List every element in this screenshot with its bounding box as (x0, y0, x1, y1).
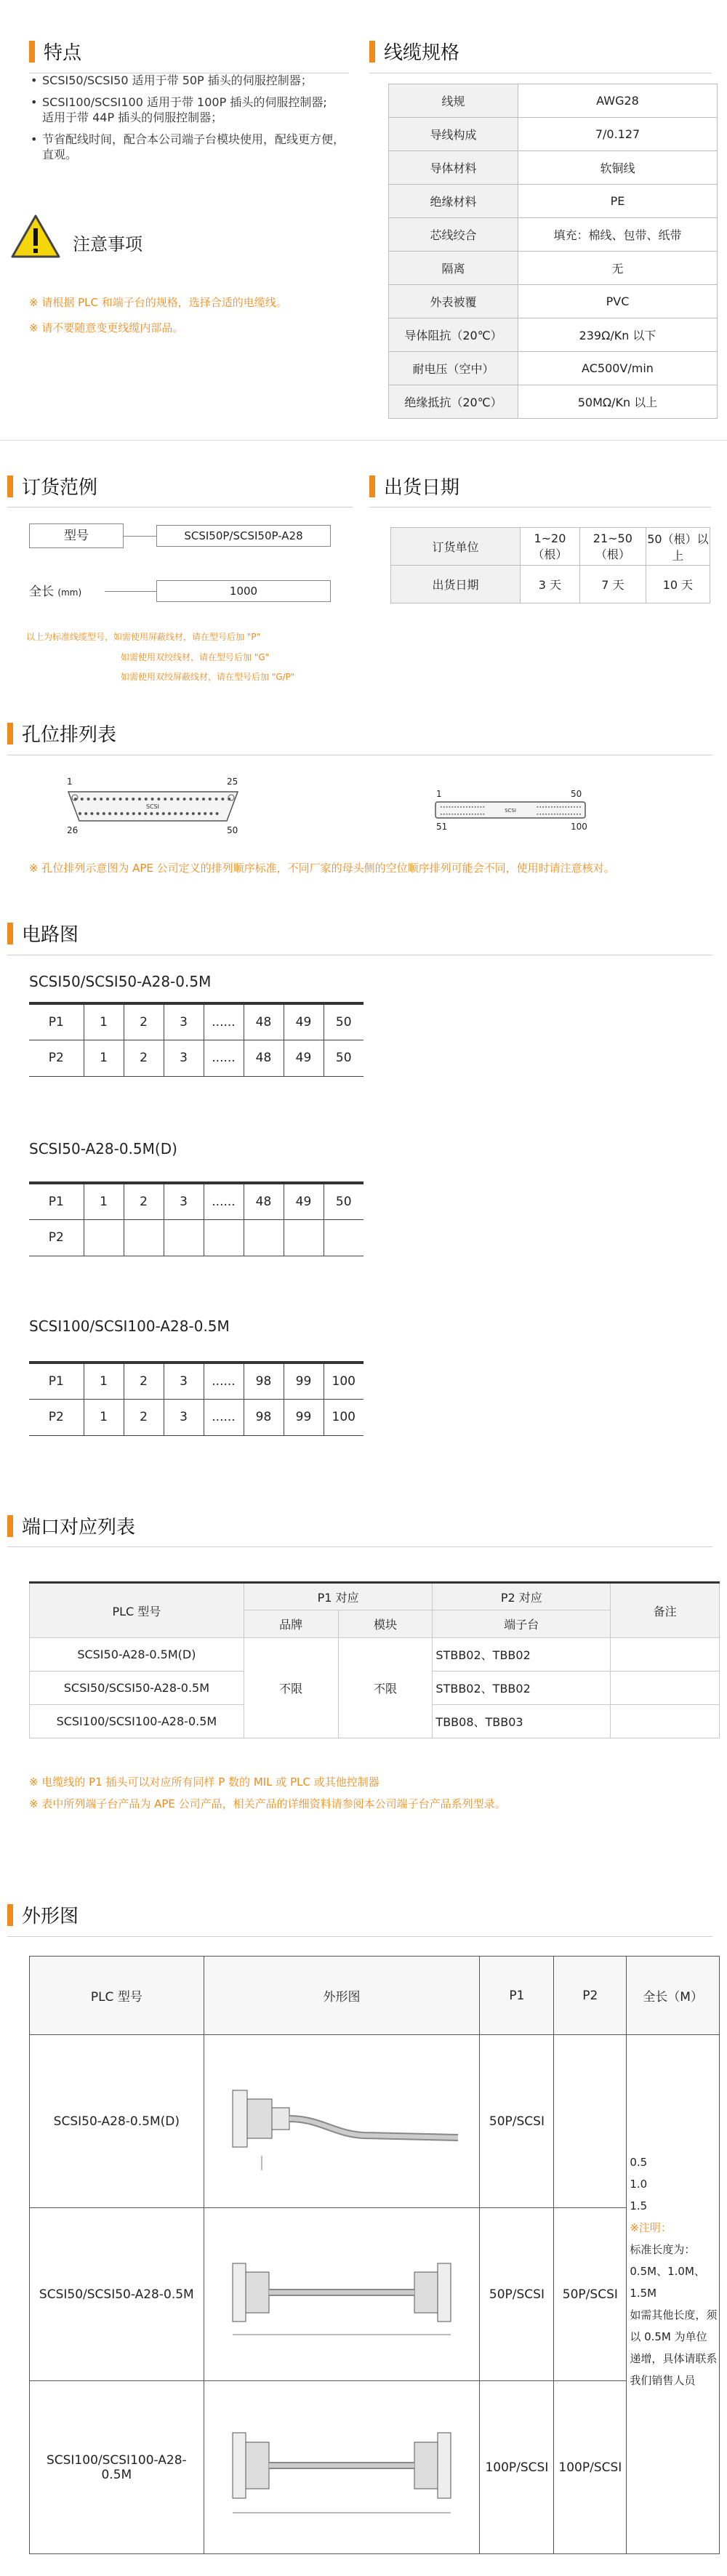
pin-hole (554, 806, 555, 808)
pin-hole (577, 806, 578, 808)
circuit-cell: 2 (124, 1003, 164, 1040)
pin-hole (563, 806, 564, 808)
pin-hole (446, 814, 448, 815)
port-terminal: STBB02、TBB02 (433, 1638, 611, 1672)
pin-hole (571, 814, 572, 815)
pin-hole (475, 814, 476, 815)
circuit-cell: P1 (29, 1183, 84, 1219)
circuit-cell: 1 (84, 1040, 124, 1076)
pin-hole (483, 814, 485, 815)
spec-value: PE (518, 185, 718, 218)
pin-hole (162, 812, 165, 815)
length-label: 全长 (mm) (29, 585, 82, 599)
shape-p1: 50P/SCSI (480, 2208, 554, 2381)
cable-double-drawing (218, 2220, 465, 2365)
pin-hole (90, 812, 93, 815)
circuit-cell: P1 (29, 1003, 84, 1040)
pin-hole (170, 798, 173, 801)
circuit-table (29, 1181, 364, 1256)
pin-hole (204, 812, 206, 815)
shape-plc: SCSI50-A28-0.5M(D) (30, 2035, 204, 2208)
pin-hole (144, 812, 147, 815)
pin-hole (441, 814, 442, 815)
spec-label: 芯线绞合 (389, 218, 518, 252)
shape-p1: 50P/SCSI (480, 2035, 554, 2208)
pin-hole (189, 798, 192, 801)
pin-hole (545, 814, 547, 815)
port-table: PLC 型号 P1 对应 P2 对应 备注 品牌 模块 端子台 SCSI50-A28-0.5M(D) 不限 不限 STBB02、TBB02 SCSI50/SCSI50-A28-0.5M STBB02、TBB02 SCSI100/SCSI100-A28-0.5M TBB08、TBB03 (29, 1581, 720, 1738)
spec-value: 50MΩ/Kn 以上 (518, 385, 718, 419)
connector-50p-diagram (64, 789, 242, 824)
spec-row (389, 218, 718, 252)
pin-hole (472, 814, 473, 815)
pin-hole (571, 806, 572, 808)
circuit-cell: 3 (164, 1040, 204, 1076)
spec-value: 7/0.127 (518, 118, 718, 151)
pin-hole (151, 798, 154, 801)
spec-label: 导体阻抗（20℃） (389, 318, 518, 352)
spec-label: 隔离 (389, 252, 518, 285)
section-marker (7, 923, 13, 944)
pin-hole (449, 814, 451, 815)
warning-icon (10, 214, 61, 259)
pin-hole (164, 798, 166, 801)
shape-table: PLC 型号 外形图 P1 P2 全长（M） SCSI50-A28-0.5M(D) 50P/SCSI 0.5 1.0 1.5 ※注明： 标准长度为：0.5M、1.0M、1.5M 如需其他长度，须以 0.5M 为单位递增，具体请联系我们销售人员 SCSI50/SCSI50-A28-0.5M 50P/SCSI 50P/SCSI SCSI100/SCSI100-A28-0.5M 100P/SCSI 100P/SCSI (29, 1956, 720, 2554)
notice-line: ※ 请根据 PLC 和端子台的规格，选择合适的电缆线。 (29, 296, 287, 309)
circuit-cell (164, 1219, 204, 1256)
pin-hole (441, 806, 442, 808)
spec-label: 绝缘材料 (389, 185, 518, 218)
spec-row (389, 84, 718, 118)
port-note: ※ 电缆线的 P1 插头可以对应所有同样 P 数的 MIL 或 PLC 或其他控制器 (29, 1775, 379, 1789)
pin-hole (74, 798, 77, 801)
pin-hole (463, 814, 465, 815)
port-terminal: STBB02、TBB02 (433, 1672, 611, 1705)
spec-row (389, 352, 718, 385)
pin-hole (548, 814, 550, 815)
pin-hole (537, 806, 539, 808)
pin-hole (540, 806, 542, 808)
circuit-cell (324, 1219, 364, 1256)
pin-hole (557, 806, 558, 808)
circuit-cell: P1 (29, 1363, 84, 1399)
spec-table (388, 84, 718, 419)
shape-p1: 100P/SCSI (480, 2381, 554, 2554)
pin-hole (551, 814, 553, 815)
spec-label: 导体材料 (389, 151, 518, 185)
circuit-cell: 2 (124, 1363, 164, 1399)
circuit-row (29, 1003, 364, 1040)
spec-value: 软铜线 (518, 151, 718, 185)
circuit-cell (124, 1219, 164, 1256)
pin-hole (156, 812, 159, 815)
circuit-row (29, 1183, 364, 1219)
section-marker (7, 1515, 13, 1537)
pin-hole (579, 814, 581, 815)
pin-hole (228, 798, 230, 801)
section-marker (7, 476, 13, 497)
circuit-cell: 98 (244, 1399, 284, 1435)
pin-hole (574, 814, 575, 815)
circuit-cell: 50 (324, 1183, 364, 1219)
pin-hole (579, 806, 581, 808)
circuit-cell: 3 (164, 1363, 204, 1399)
shape-drawing (204, 2035, 480, 2208)
pin-hole (551, 806, 553, 808)
section-marker (29, 41, 35, 63)
pin-hole (216, 812, 219, 815)
pin-hole (545, 806, 547, 808)
pin-hole (574, 806, 575, 808)
pin-hole (192, 812, 195, 815)
pin-hole (457, 814, 459, 815)
pin-hole (209, 812, 212, 815)
shape-plc: SCSI50/SCSI50-A28-0.5M (30, 2208, 204, 2381)
connector-label: SCSI (505, 808, 516, 814)
pin-hole (463, 806, 465, 808)
pin-hole (475, 806, 476, 808)
pin-hole (455, 814, 457, 815)
pin-hole (472, 806, 473, 808)
model-label: 型号 (29, 523, 124, 548)
pin-hole (186, 812, 189, 815)
pin-hole (446, 806, 448, 808)
spec-label: 导线构成 (389, 118, 518, 151)
pin-hole (113, 798, 116, 801)
port-plc: SCSI100/SCSI100-A28-0.5M (30, 1705, 244, 1738)
spec-row (389, 385, 718, 419)
section-marker (369, 476, 375, 497)
spec-row (389, 285, 718, 318)
circuit-cell: 50 (324, 1003, 364, 1040)
circuit-cell: ...... (204, 1399, 244, 1435)
section-marker (369, 41, 375, 63)
spec-value: 填充：棉线、包带、纸带 (518, 218, 718, 252)
pin-hole (215, 798, 218, 801)
circuit-title: 电路图 (7, 920, 79, 947)
pin-hole (542, 806, 544, 808)
pin-hole (84, 812, 87, 815)
pin-hole (569, 814, 570, 815)
spec-value: 239Ω/Kn 以下 (518, 318, 718, 352)
pin-hole (79, 812, 81, 815)
pin-hole (180, 812, 182, 815)
pin-hole (557, 814, 558, 815)
pin-hole (196, 798, 198, 801)
circuit-cell: 99 (284, 1363, 324, 1399)
pin-hole (81, 798, 84, 801)
spec-value: 无 (518, 252, 718, 285)
pin-hole (119, 798, 122, 801)
pin-hole (168, 812, 171, 815)
pin-hole (443, 814, 445, 815)
spec-label: 绝缘抵抗（20℃） (389, 385, 518, 419)
cable-100p-drawing (218, 2393, 465, 2538)
circuit-cell (84, 1219, 124, 1256)
pin-hole (452, 806, 454, 808)
spec-value: PVC (518, 285, 718, 318)
pin-hole (548, 806, 550, 808)
port-plc: SCSI50-A28-0.5M(D) (30, 1638, 244, 1672)
features-list (29, 73, 353, 169)
pin-hole (114, 812, 117, 815)
shape-drawing (204, 2208, 480, 2381)
circuit-name: SCSI50/SCSI50-A28-0.5M (29, 973, 212, 990)
circuit-cell: 2 (124, 1183, 164, 1219)
spec-value: AC500V/min (518, 352, 718, 385)
pin-hole (198, 812, 201, 815)
circuit-cell (284, 1219, 324, 1256)
circuit-cell: 49 (284, 1003, 324, 1040)
pin-hole (449, 806, 451, 808)
shape-title: 外形图 (7, 1901, 79, 1928)
feature-item: • SCSI50/SCSI50 适用于带 50P 插头的伺服控制器； (29, 73, 353, 88)
order-note: 如需使用双绞线材，请在型号后加 "G" (121, 652, 270, 662)
pin-hole (554, 814, 555, 815)
circuit-table (29, 1361, 364, 1436)
circuit-cell: P2 (29, 1219, 84, 1256)
pin-hole (138, 812, 141, 815)
port-module: 不限 (338, 1638, 433, 1738)
length-value: 1000 (156, 580, 331, 602)
circuit-cell: P2 (29, 1040, 84, 1076)
spec-row (389, 185, 718, 218)
pin-hole (87, 798, 90, 801)
circuit-table (29, 1002, 364, 1077)
pin-hole (563, 814, 564, 815)
spec-row (389, 252, 718, 285)
pin-hole (157, 798, 160, 801)
circuit-cell: 100 (324, 1399, 364, 1435)
circuit-row (29, 1219, 364, 1256)
pin-hole (469, 806, 470, 808)
pin-hole (177, 798, 180, 801)
spec-value: AWG28 (518, 84, 718, 118)
pin-hole (460, 806, 462, 808)
features-title: 特点 (29, 38, 81, 65)
pin-hole (97, 812, 100, 815)
pin-hole (537, 814, 539, 815)
pin-hole (125, 798, 128, 801)
pin-hole (560, 806, 561, 808)
spec-title: 线缆规格 (369, 38, 459, 65)
pin-hole (174, 812, 177, 815)
shape-p2: 100P/SCSI (554, 2381, 627, 2554)
shape-plc: SCSI100/SCSI100-A28-0.5M (30, 2381, 204, 2554)
circuit-cell: 1 (84, 1399, 124, 1435)
spec-row (389, 118, 718, 151)
notice-title: 注意事项 (73, 234, 142, 254)
circuit-cell: ...... (204, 1040, 244, 1076)
pin-hole (478, 814, 479, 815)
circuit-cell: 3 (164, 1003, 204, 1040)
delivery-table: 订货单位 1~20（根） 21~50（根） 50（根）以上 出货日期 3 天 7 天 10 天 (390, 527, 710, 603)
pin-hole (478, 806, 479, 808)
section-marker (7, 1904, 13, 1926)
circuit-cell: 99 (284, 1399, 324, 1435)
model-value: SCSI50P/SCSI50P-A28 (156, 525, 331, 547)
circuit-cell (204, 1219, 244, 1256)
circuit-cell: 49 (284, 1183, 324, 1219)
pin-hole (106, 798, 109, 801)
pin-hole (100, 798, 103, 801)
pin-hole (466, 814, 467, 815)
circuit-row (29, 1363, 364, 1399)
order-note: 如需使用双绞屏蔽线材，请在型号后加 "G/P" (121, 672, 295, 682)
circuit-cell: 48 (244, 1003, 284, 1040)
circuit-cell: 100 (324, 1363, 364, 1399)
pin-hole (209, 798, 212, 801)
pin-hole (126, 812, 129, 815)
pin-hole (202, 798, 205, 801)
shape-p2: 50P/SCSI (554, 2208, 627, 2381)
pin-hole (460, 814, 462, 815)
pin-hole (138, 798, 141, 801)
pin-hole (455, 806, 457, 808)
pin-hole (560, 814, 561, 815)
pin-hole (132, 798, 134, 801)
pin-hole (566, 814, 567, 815)
pin-hole (566, 806, 567, 808)
circuit-cell (244, 1219, 284, 1256)
circuit-row (29, 1399, 364, 1435)
pins-note: ※ 孔位排列示意图为 APE 公司定义的排列顺序标准，不同厂家的母头侧的空位顺序排列可能会不同，使用时请注意核对。 (29, 862, 615, 875)
circuit-cell: 1 (84, 1183, 124, 1219)
shape-drawing (204, 2381, 480, 2554)
circuit-cell: 3 (164, 1399, 204, 1435)
pin-hole (481, 814, 482, 815)
pin-hole (481, 806, 482, 808)
shape-length-cell: 0.5 1.0 1.5 ※注明： 标准长度为：0.5M、1.0M、1.5M 如需其他长度，须以 0.5M 为单位递增，具体请联系我们销售人员 (627, 2035, 720, 2554)
delivery-title: 出货日期 (369, 473, 459, 499)
circuit-cell: 1 (84, 1003, 124, 1040)
circuit-cell: 98 (244, 1363, 284, 1399)
pin-hole (443, 806, 445, 808)
connector-label: SCSI (145, 803, 160, 810)
pin-hole (542, 814, 544, 815)
order-title: 订货范例 (7, 473, 97, 499)
circuit-cell: P2 (29, 1399, 84, 1435)
pin-hole (93, 798, 96, 801)
connector-100p-diagram (433, 800, 587, 820)
circuit-cell: ...... (204, 1183, 244, 1219)
pin-hole (569, 806, 570, 808)
pin-hole (150, 812, 153, 815)
pin-hole (145, 798, 148, 801)
spec-label: 外表被覆 (389, 285, 518, 318)
spec-label: 线规 (389, 84, 518, 118)
pin-hole (577, 814, 578, 815)
pin-hole (452, 814, 454, 815)
pins-title: 孔位排列表 (7, 720, 116, 747)
port-brand: 不限 (244, 1638, 338, 1738)
pin-hole (108, 812, 111, 815)
circuit-row (29, 1040, 364, 1076)
spec-label: 耐电压（空中） (389, 352, 518, 385)
circuit-cell: 3 (164, 1183, 204, 1219)
circuit-cell: 49 (284, 1040, 324, 1076)
pin-hole (469, 814, 470, 815)
pin-hole (132, 812, 135, 815)
pin-hole (221, 798, 224, 801)
circuit-cell: 48 (244, 1040, 284, 1076)
circuit-name: SCSI100/SCSI100-A28-0.5M (29, 1317, 230, 1335)
feature-item: • 节省配线时间，配合本公司端子台模块使用，配线更方便，直观。 (29, 132, 353, 162)
circuit-cell: ...... (204, 1363, 244, 1399)
pin-hole (540, 814, 542, 815)
ports-title: 端口对应列表 (7, 1512, 135, 1539)
circuit-cell: 2 (124, 1040, 164, 1076)
pin-hole (183, 798, 186, 801)
circuit-cell: 1 (84, 1363, 124, 1399)
notice-line: ※ 请不要随意变更线缆内部品。 (29, 321, 184, 334)
circuit-name: SCSI50-A28-0.5M(D) (29, 1140, 177, 1157)
circuit-cell: 48 (244, 1183, 284, 1219)
spec-row (389, 151, 718, 185)
order-note: 以上为标准线缆型号，如需使用屏蔽线材，请在型号后加 "P" (26, 632, 261, 642)
shape-p2 (554, 2035, 627, 2208)
section-marker (7, 723, 13, 745)
feature-item: • SCSI100/SCSI100 适用于带 100P 插头的伺服控制器; 适用于带 44P 插头的伺服控制器； (29, 95, 353, 125)
port-note: ※ 表中所列端子台产品为 APE 公司产品，相关产品的详细资料请参阅本公司端子台产品系列型录。 (29, 1797, 506, 1810)
pin-hole (483, 806, 485, 808)
pin-hole (103, 812, 105, 815)
pin-hole (120, 812, 123, 815)
port-terminal: TBB08、TBB03 (433, 1705, 611, 1738)
circuit-cell: 2 (124, 1399, 164, 1435)
circuit-cell: ...... (204, 1003, 244, 1040)
cable-single-drawing (218, 2047, 465, 2192)
spec-row (389, 318, 718, 352)
pin-hole (457, 806, 459, 808)
spec-rows (389, 84, 718, 419)
pin-hole (466, 806, 467, 808)
port-plc: SCSI50/SCSI50-A28-0.5M (30, 1672, 244, 1705)
circuit-cell: 50 (324, 1040, 364, 1076)
